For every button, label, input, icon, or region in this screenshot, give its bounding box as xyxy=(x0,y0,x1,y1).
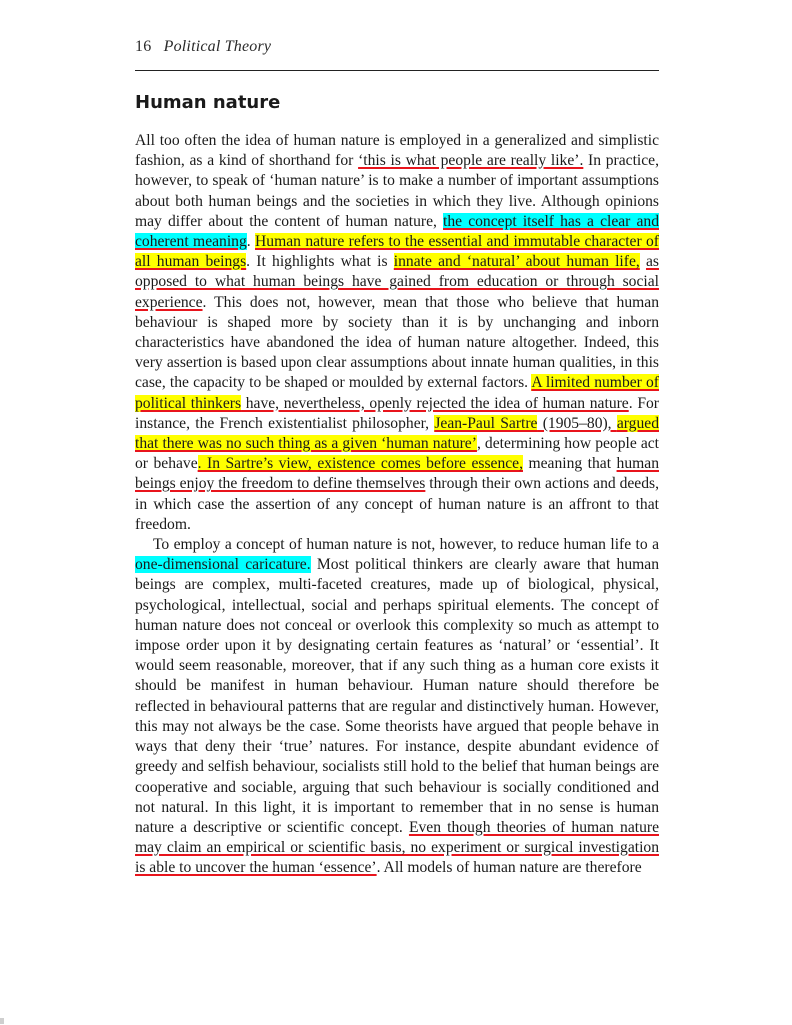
underlined-text: Even though theories of human nature may claim an empirical or scientific basis, no experiment or surgical investigation is able to uncover the human ‘essence’ xyxy=(135,818,659,877)
header-rule xyxy=(135,70,659,71)
highlighted-text: the concept itself has a clear and coherent meaning xyxy=(135,212,659,251)
underlined-text: (1905–80), xyxy=(537,414,617,432)
text-run: Most political thinkers are clearly aware that human beings are complex, multi-faceted creatures, made up of biological, physical, psychological, intellectual, social and perhaps spiritual elements. The concept of human nature does not conceal or overlook this complexity so much as attempt to impose order upon it by designating certain features as ‘natural’ or ‘essential’. It would seem reasonable, moreover, that if any such thing as a human core exists it should be manifest in human behaviour. Human nature should therefore be reflected in behavioural patterns that are regular and distinctively human. However, this may not always be the case. Some theorists have argued that people behave in ways that deny their ‘true’ natures. For instance, despite abundant evidence of greedy and selfish behaviour, socialists still hold to the belief that human beings are cooperative and sociable, arguing that such behaviour is socially conditioned and not natural. In this light, it is important to remember that in no sense is human nature a descriptive or scientific concept. xyxy=(135,556,659,836)
text-run: . It highlights what is xyxy=(246,253,394,271)
text-run: meaning that xyxy=(522,455,617,473)
text-run: . All models of human nature are therefore xyxy=(376,859,642,877)
text-run: through their own actions and deeds, in which case the assertion of any concept of human nature is an affront to that freedom. xyxy=(135,475,659,533)
paragraph xyxy=(135,131,659,535)
book-title: Political Theory xyxy=(163,38,272,55)
underlined-text: human beings enjoy the freedom to define themselves xyxy=(135,455,659,493)
highlighted-text: Human nature refers to the essential and immutable character of all human beings xyxy=(135,233,660,271)
underlined-text: have, nevertheless, openly rejected the idea of human nature xyxy=(241,394,629,412)
paragraph xyxy=(135,535,659,878)
text-run: , determining how people act or behave xyxy=(135,435,659,473)
underlined-text: as opposed to what human beings have gained from education or through social experience xyxy=(135,253,659,311)
underlined-text: ‘this is what people are really like’. xyxy=(358,152,584,170)
text-run: . For instance, the French existentialist philosopher, xyxy=(135,394,659,432)
page-number: 16 xyxy=(135,38,152,55)
text-run: In practice, however, to speak of ‘human nature’ is to make a number of important assumptions about both human beings and the societies in which they live. Although opinions may differ about the content of human nature, xyxy=(135,152,659,230)
highlighted-text: innate and ‘natural’ about human life, xyxy=(393,253,640,271)
highlighted-text: A limited number of political thinkers xyxy=(135,374,659,412)
text-run: . This does not, however, mean that those who believe that human behaviour is shaped more by society than it is by unchanging and inborn characteristics have abandoned the idea of human nature altogether. Indeed, this very assertion is based upon clear assumptions about innate human qualities, in this case, the capacity to be shaped or moulded by external factors. xyxy=(135,293,659,392)
section-heading: Human nature xyxy=(135,92,281,113)
text-run: . xyxy=(246,233,256,251)
text-run: To employ a concept of human nature is not, however, to reduce human life to a xyxy=(153,536,659,554)
page-edge-mark xyxy=(0,1018,4,1024)
text-run: All too often the idea of human nature is employed in a generalized and simplistic fashion, as a kind of shorthand for xyxy=(135,132,659,170)
highlighted-text: . In Sartre’s view, existence comes before essence, xyxy=(197,455,523,473)
highlighted-text: argued that there was no such thing as a given ‘human nature’ xyxy=(135,414,659,453)
body-text xyxy=(135,131,659,879)
highlighted-text: Jean-Paul Sartre xyxy=(434,414,538,432)
highlighted-text: one-dimensional caricature. xyxy=(135,556,311,574)
running-head xyxy=(135,38,271,56)
